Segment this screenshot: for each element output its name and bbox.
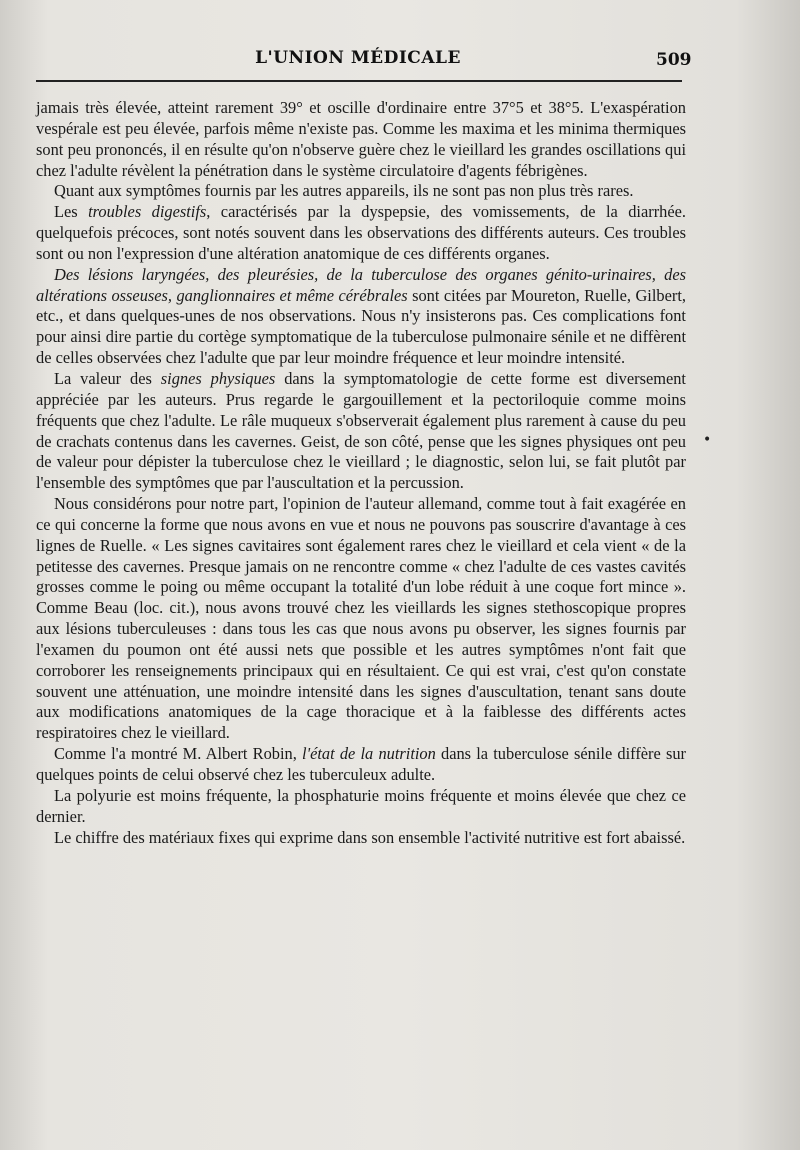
text-run: Comme l'a montré M. Albert Robin, [54, 744, 303, 764]
italic-text-run: Des lésions laryngées, des pleurésies, de la tuberculose des organes génito-urinaires, des altérations osseuses, ganglionnaires et même cérébrales [36, 264, 686, 305]
page-number: 509 [656, 50, 692, 70]
paragraph [36, 369, 686, 494]
header-rule [36, 80, 682, 82]
text-run: Nous considérons pour notre part, l'opinion de l'auteur allemand, comme tout à fait exagérée en ce qui concerne la forme que nous avons en vue et nous ne pouvons pas souscrire d'avantage à ces lignes de Ruelle. « Les signes cavitaires sont également rares chez le vieillard et cela vient « de la petitesse des cavernes. Presque jamais on ne rencontre comme « chez l'adulte de ces vastes cavités grosses comme le poing ou même occupant la totalité d'un lobe réduit à une coque fort mince ». Comme Beau (loc. cit.), nous avons trouvé chez les vieillards les signes stethoscopique propres aux lésions tuberculeuses : dans tous les cas que nous avons pu observer, les signes fournis par l'examen du poumon ont été aussi nets que possible et les autres symptômes n'ont fait que corroborer les renseignements principaux qui en résultaient. Ce qui est vrai, c'est qu'on constate souvent une atténuation, une moindre intensité dans les signes d'auscultation, tenant sans doute aux modifications anatomiques de la cage thoracique et à la faiblesse des différents actes respiratoires chez le vieillard. [36, 494, 686, 743]
running-title: L'UNION MÉDICALE [255, 48, 461, 68]
text-run: Les [54, 202, 89, 222]
text-run: Le chiffre des matériaux fixes qui exprime dans son ensemble l'activité nutritive est fort abaissé. [54, 827, 686, 847]
paragraph [36, 181, 686, 202]
paragraph [36, 202, 686, 265]
paragraph [36, 98, 686, 181]
paragraph [36, 265, 686, 369]
text-run: La polyurie est moins fréquente, la phosphaturie moins fréquente et moins élevée que chez ce dernier. [36, 785, 686, 826]
italic-text-run: l'état de la nutrition [302, 744, 436, 764]
paragraph [36, 828, 686, 849]
text-run: dans la tuberculose sénile diffère sur quelques points de celui observé chez les tuberculeux adulte. [36, 744, 686, 784]
text-run: jamais très élevée, atteint rarement 39° et oscille d'ordinaire entre 37°5 et 38°5. L'exaspération vespérale est peu élevée, parfois même n'existe pas. Comme les maxima et les minima thermiques sont peu prononcés, il en résulte qu'on n'observe guère chez le vieillard les grandes oscillations qui chez l'adulte révèlent la pénétration dans le système circulatoire d'agents fébrigènes. [36, 98, 686, 180]
italic-text-run: troubles digestifs [88, 202, 207, 222]
text-run: La valeur des [54, 368, 161, 388]
text-run: dans la symptomatologie de cette forme est diversement appréciée par les auteurs. Prus regarde le gargouillement et la pectoriloquie comme moins fréquents que chez l'adulte. Le râle muqueux s'observerait également plus rarement à cause du peu de crachats contenus dans les cavernes. Geist, de son côté, pense que les signes physiques ont peu de valeur pour dépister la tuberculose chez le vieillard ; le diagnostic, selon lui, se fait plutôt par l'ensemble des symptômes que par l'auscultation et la percussion. [36, 368, 686, 493]
italic-text-run: signes physiques [160, 368, 276, 388]
margin-mark: • [703, 432, 712, 448]
paragraph [36, 744, 686, 786]
article-body [36, 98, 686, 848]
text-run: , caractérisés par la dyspepsie, des vomissements, de la diarrhée. quelquefois précoces, sont notés souvent dans les observations des différents auteurs. Ces troubles sont ou non l'expression d'une altération anatomique de ces différents organes. [36, 202, 687, 263]
text-run: sont citées par Moureton, Ruelle, Gilbert, etc., et dans quelques-unes de nos observations. Nous n'y insisterons pas. Ces complications font pour ainsi dire partie du cortège symptomatique de la tuberculose pulmonaire sénile et ne diffèrent de celles observées chez l'adulte que par leur moindre fréquence et leur moindre intensité. [36, 285, 686, 368]
paragraph [36, 786, 686, 828]
paragraph [36, 494, 686, 744]
page-header [36, 48, 680, 78]
text-run: Quant aux symptômes fournis par les autres appareils, ils ne sont pas non plus très rares. [54, 181, 634, 201]
